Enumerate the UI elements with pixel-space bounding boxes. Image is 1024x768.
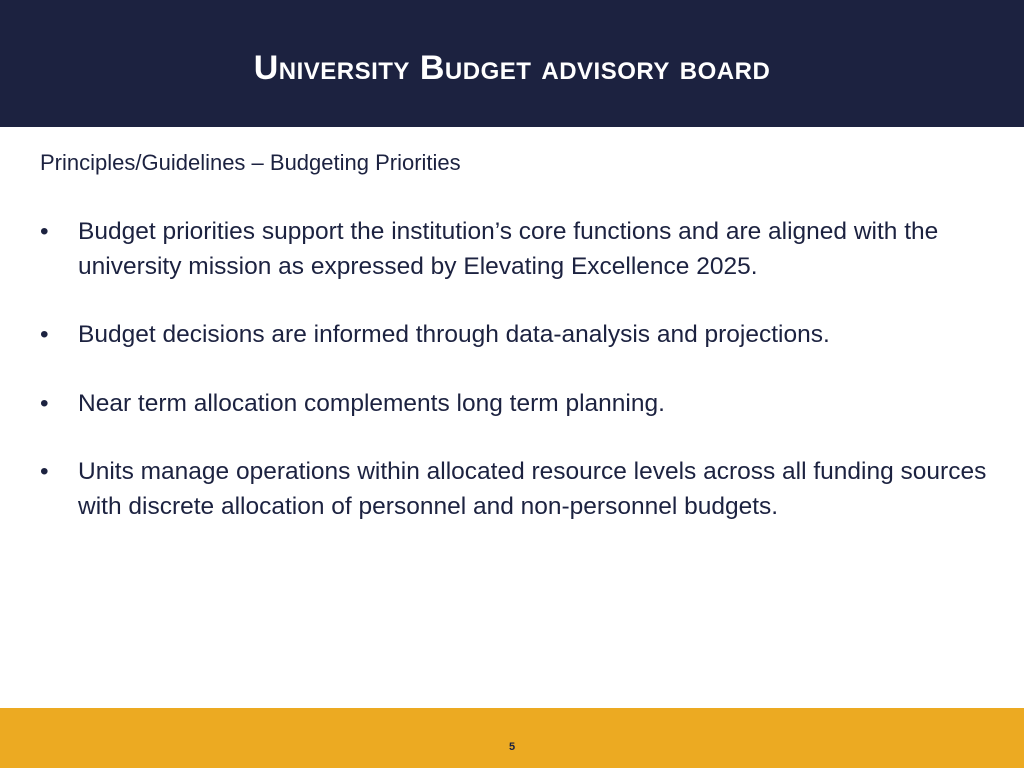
bullet-list [40,215,1000,558]
bullet-icon: • [40,458,49,485]
slide-title: University Budget advisory board [253,49,771,87]
page-number: 5 [508,741,516,753]
bullet-text: Near term allocation complements long term planning. [78,389,665,417]
bullet-item [40,215,1000,284]
bullet-item [40,455,1000,524]
bullet-text: Units manage operations within allocated resource levels across all funding sources with discrete allocation of personnel and non-personnel budgets. [78,458,987,520]
bullet-icon: • [40,389,49,417]
bullet-icon: • [40,218,49,245]
section-subtitle: Principles/Guidelines – Budgeting Priorities [40,150,461,175]
footer-bar [0,708,1024,768]
bullet-item [40,387,1000,422]
header-bar [0,0,1024,127]
bullet-icon: • [40,321,49,348]
bullet-text: Budget decisions are informed through data-analysis and projections. [78,321,830,348]
bullet-text: Budget priorities support the institution’s core functions and are aligned with the university mission as expressed by Elevating Excellence 2025. [78,218,939,280]
bullet-item [40,318,1000,353]
